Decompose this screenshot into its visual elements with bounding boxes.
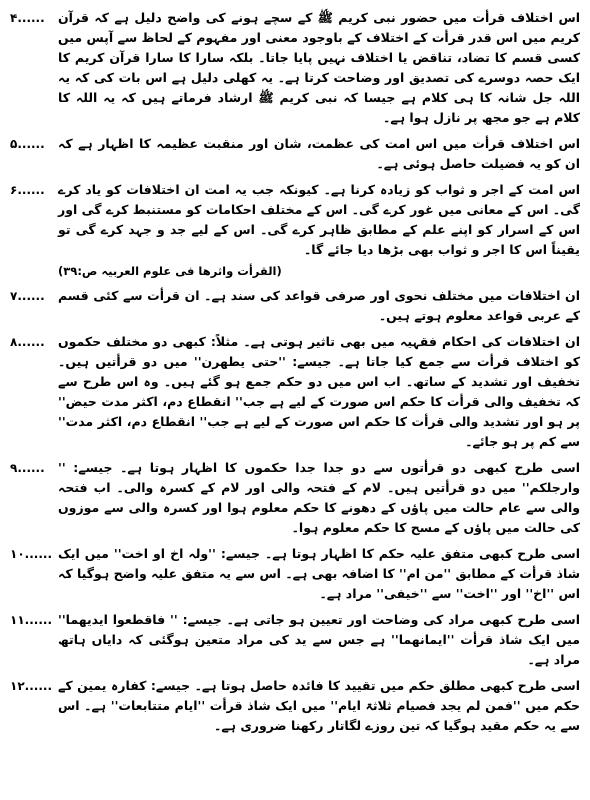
list-item (10, 286, 580, 326)
item-text-block (58, 180, 580, 280)
item-text: اسی طرح کبھی مطلق حکم میں تقیید کا فائدہ حاصل ہوتا ہے۔ جیسے: کفارہ یمین کے حکم میں ''فمن لم یجد فصیام ثلاثۃ ایام'' میں ایک شاذ قرأت ''ایام متتابعات'' ہے۔ اس سے یہ حکم مقید ہوگیا کہ تین روزے لگاتار رکھنا ضروری ہے۔ (58, 678, 580, 733)
item-number: ۱۱...... (10, 613, 52, 627)
list-item (10, 676, 580, 736)
list-item (10, 180, 580, 280)
item-text: ان اختلافات کی احکام فقہیہ میں بھی تاثیر ہوتی ہے۔ مثلاً: کبھی دو مختلف حکموں کو اختلاف قرأت سے جمع کیا جاتا ہے۔ جیسے: ''حتی یطھرن'' میں دو قرأتیں ہیں۔ تخفیف اور تشدید کے ساتھ۔ اب اس میں دو حکم جمع ہو گئے ہیں۔ وہ اس طرح سے کہ تخفیف والی قرأت کا حکم اس صورت کے لیے ہے جب'' انقطاع دم، اکثر مدت حیض'' پر ہو اور تشدید والی قرأت کا حکم اس صورت کے لیے ہے جب'' انقطاع دم، اکثر مدت'' سے کم پر ہو جائے۔ (58, 334, 580, 449)
item-text: اسی طرح کبھی متفق علیہ حکم کا اظہار ہوتا ہے۔ جیسے: ''ولہ اخ او اخت'' میں ایک شاذ قرأت کے مطابق ''من ام'' کا اضافہ بھی ہے۔ اس سے یہ متفق علیہ واضح ہوگیا کہ اس ''اخ'' اور ''اخت'' سے ''خیفی'' مراد ہے۔ (58, 546, 580, 601)
list-item (10, 544, 580, 604)
item-text: اس اختلاف قرأت میں اس امت کی عظمت، شان اور منقبت عظیمہ کا اظہار ہے کہ ان کو یہ فضیلت حاصل ہوئی ہے۔ (58, 136, 580, 171)
item-number: ۵...... (10, 137, 45, 151)
item-text: ان اختلافات میں مختلف نحوی اور صرفی قواعد کی سند ہے۔ ان قرأت سے کئی قسم کے عربی قواعد معلوم ہوتے ہیں۔ (58, 288, 580, 323)
list-item (10, 134, 580, 174)
list-item (10, 332, 580, 452)
citation-reference: (القرأت واثرھا فی علوم العربیہ ص:۳۹) (58, 264, 282, 278)
item-number: ۸...... (10, 335, 45, 349)
list-item (10, 610, 580, 670)
list-item (10, 8, 580, 128)
item-number: ۱۰...... (10, 547, 52, 561)
item-number: ۶...... (10, 183, 45, 197)
item-text: اسی طرح کبھی مراد کی وضاحت اور تعیین ہو جاتی ہے۔ جیسے: '' فاقطعوا ایدیھما'' میں ایک شاذ قرأت ''ایمانھما'' ہے جس سے ید کی مراد متعین ہوگئی کہ دایاں ہاتھ مراد ہے۔ (58, 612, 580, 667)
item-number: ۴...... (10, 11, 45, 25)
item-text: اس اختلاف قرأت میں حضور نبی کریم ﷺ کے سچے ہونے کی واضح دلیل ہے کہ قرآن کریم میں اس قدر قرأت کے اختلاف کے باوجود معنی اور مفہوم کے لحاظ سے آپس میں کسی قسم کا تضاد، تناقض یا اختلاف نہیں پایا جاتا۔ بلکہ سارا کا سارا قرآن کریم کا ایک حصہ دوسرے کی تصدیق اور وضاحت کرتا ہے۔ یہ کھلی دلیل ہے اس بات کی کہ یہ اللہ جل شانہ کا ہی کلام ہے جیسا کہ نبی کریم ﷺ ارشاد فرماتے ہیں کہ یہ اللہ کا کلام ہے جو مجھ پر نازل ہوا ہے۔ (58, 10, 580, 125)
item-text: اس امت کے اجر و ثواب کو زیادہ کرنا ہے۔ کیونکہ جب یہ امت ان اختلافات کو یاد کرے گی۔ اس کے معانی میں غور کرے گی۔ اس کے مختلف احکامات کو مستنبط کرے گی اور اس کے اسرار کو اپنے علم کے مطابق ظاہر کرے گی۔ اس کے لیے جد و جہد کرے گی تو یقیناً اس کا اجر و ثواب بھی بڑھا دیا جائے گا۔ (58, 182, 580, 257)
item-number: ۹...... (10, 461, 45, 475)
item-text: اسی طرح کبھی دو قرأتوں سے دو جدا جدا حکموں کا اظہار ہوتا ہے۔ جیسے: '' وارجلکم'' میں دو قرأتیں ہیں۔ لام کے فتحہ والی اور لام کے کسرہ والی۔ اب فتحہ والی سے عام حالت میں پاؤں کے دھونے کا حکم معلوم ہوا اور کسرہ والی سے موزوں کی حالت میں پاؤں کے مسح کا حکم معلوم ہوا۔ (58, 460, 580, 535)
list-item (10, 458, 580, 538)
item-number: ۱۲...... (10, 679, 52, 693)
item-number: ۷...... (10, 289, 45, 303)
